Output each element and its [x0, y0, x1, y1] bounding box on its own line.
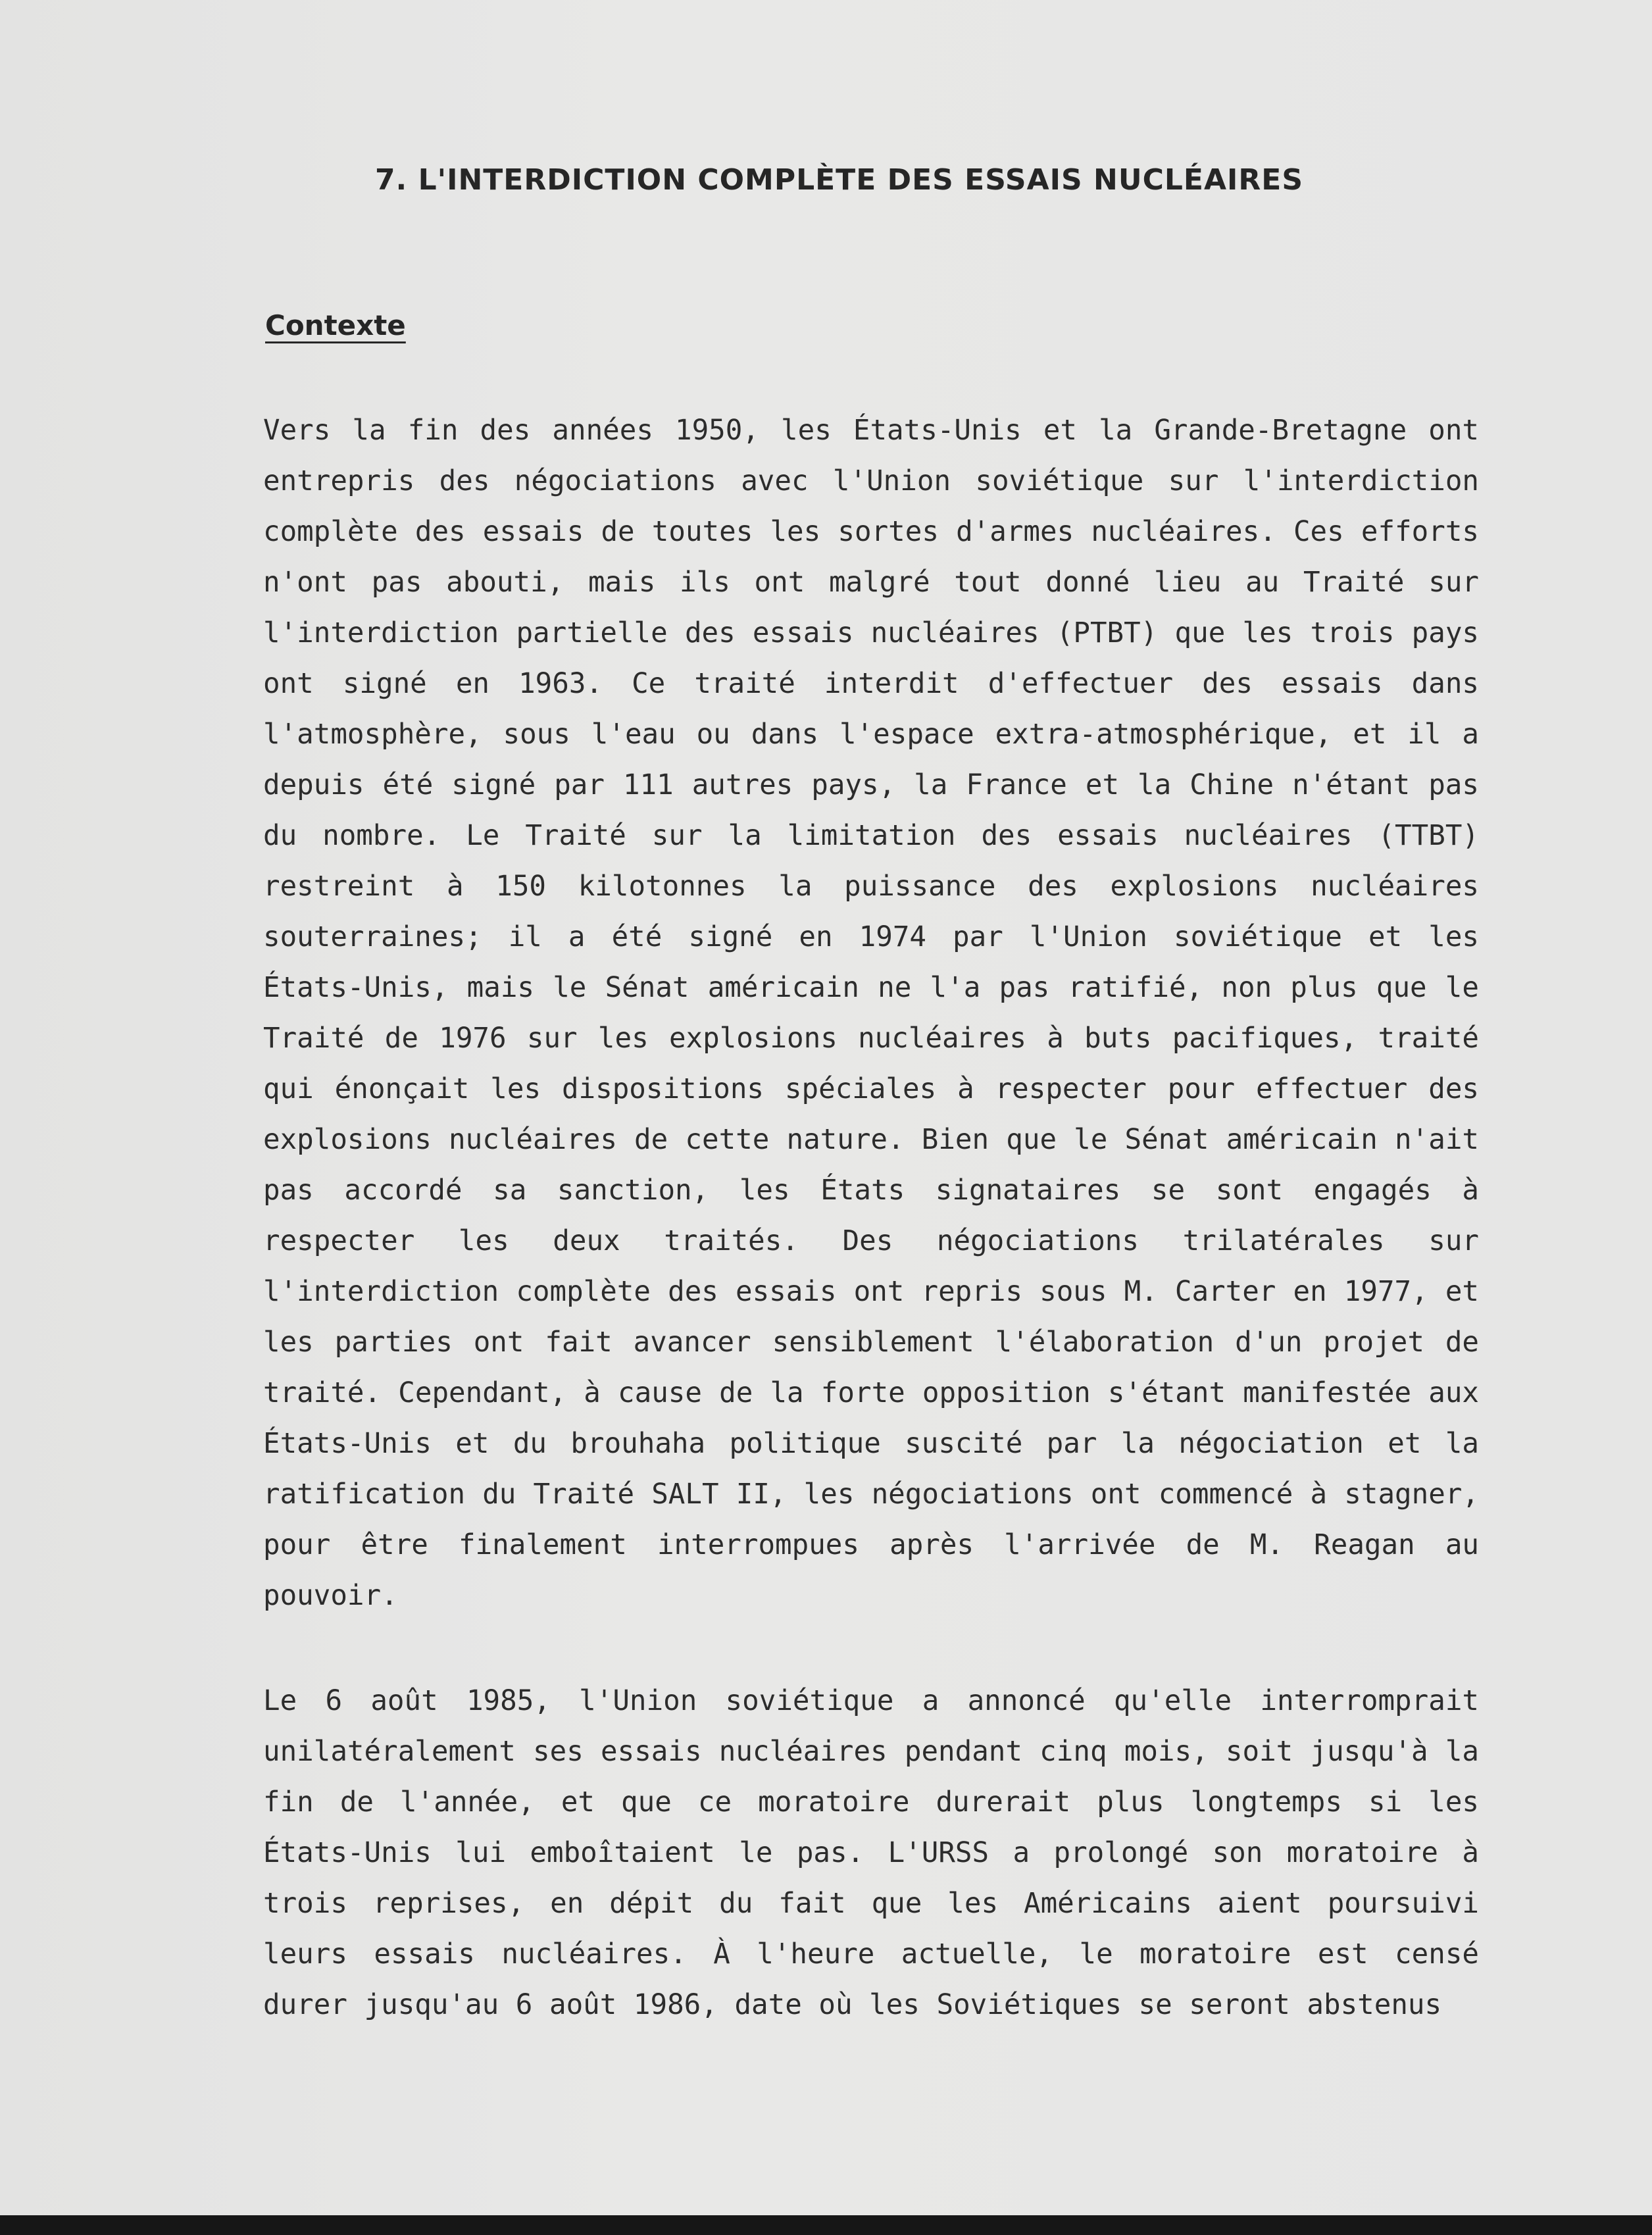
page-title: 7. L'INTERDICTION COMPLÈTE DES ESSAIS NUCLÉAIRES: [374, 163, 1304, 197]
scan-bottom-edge: [0, 2215, 1652, 2235]
paragraph-2: Le 6 août 1985, l'Union soviétique a annoncé qu'elle interromprait unilatéralement ses essais nucléaires pendant cinq mois, soit jusqu'à la fin de l'année, et que ce moratoire durerait plus longtemps si les États-Unis lui emboîtaient le pas. L'URSS a prolongé son moratoire à trois reprises, en dépit du fait que les Américains aient poursuivi leurs essais nucléaires. À l'heure actuelle, le moratoire est censé durer jusqu'au 6 août 1986, date où les Soviétiques se seront abstenus: [263, 1685, 1479, 2021]
paragraph-1: Vers la fin des années 1950, les États-Unis et la Grande-Bretagne ont entrepris des négociations avec l'Union soviétique sur l'interdiction complète des essais de toutes les sortes d'armes nucléaires. Ces efforts n'ont pas abouti, mais ils ont malgré tout donné lieu au Traité sur l'interdiction partielle des essais nucléaires (PTBT) que les trois pays ont signé en 1963. Ce traité interdit d'effectuer des essais dans l'atmosphère, sous l'eau ou dans l'espace extra-atmosphérique, et il a depuis été signé par 111 autres pays, la France et la Chine n'étant pas du nombre. Le Traité sur la limitation des essais nucléaires (TTBT) restreint à 150 kilotonnes la puissance des explosions nucléaires souterraines; il a été signé en 1974 par l'Union soviétique et les États-Unis, mais le Sénat américain ne l'a pas ratifié, non plus que le Traité de 1976 sur les explosions nucléaires à buts pacifiques, traité qui énonçait les dispositions spéciales à respecter pour effectuer des explosions nucléaires de cette nature. Bien que le Sénat américain n'ait pas accordé sa sanction, les États signataires se sont engagés à respecter les deux traités. Des négociations trilatérales sur l'interdiction complète des essais ont repris sous M. Carter en 1977, et les parties ont fait avancer sensiblement l'élaboration d'un projet de traité. Cependant, à cause de la forte opposition s'étant manifestée aux États-Unis et du brouhaha politique suscité par la négociation et la ratification du Traité SALT II, les négociations ont commencé à stagner, pour être finalement interrompues après l'arrivée de M. Reagan au pouvoir.: [263, 414, 1479, 1612]
section-heading: Contexte: [265, 309, 406, 341]
